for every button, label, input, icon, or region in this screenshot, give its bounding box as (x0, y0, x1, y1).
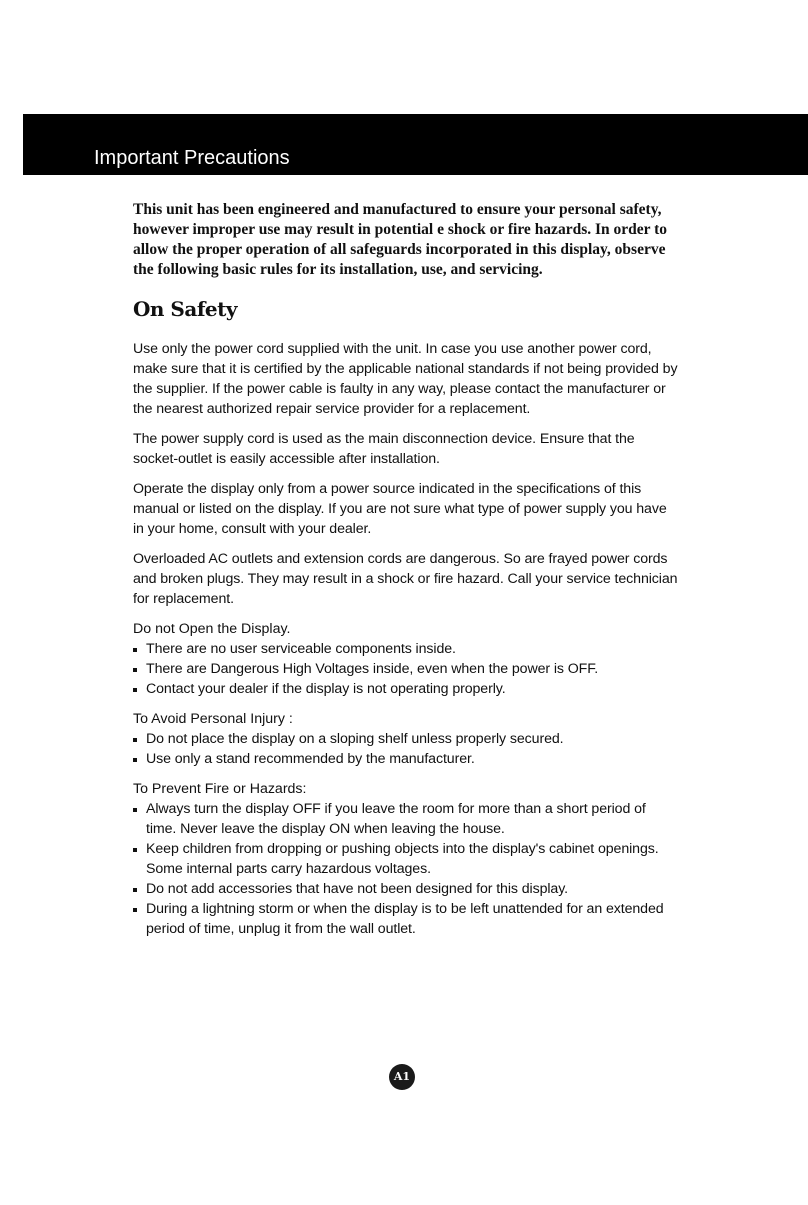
group-title: To Prevent Fire or Hazards: (133, 781, 307, 797)
list-item-text: During a lightning storm or when the display is to be left unattended for an extended period of time, unplug it from the wall outlet. (146, 901, 664, 937)
bullet-list (133, 639, 678, 699)
square-bullet-icon (133, 668, 137, 672)
safety-paragraph-power-source: Operate the display only from a power source indicated in the specifications of this manual or listed on the display. If you are not sure what type of power supply you have in your home, consult with your dealer. (133, 481, 667, 537)
list-item-text: There are no user serviceable components inside. (146, 641, 456, 657)
group-do-not-open (133, 619, 678, 699)
list-item-text: There are Dangerous High Voltages inside, even when the power is OFF. (146, 661, 599, 677)
square-bullet-icon (133, 888, 137, 892)
safety-paragraph-power-cord: Use only the power cord supplied with the unit. In case you use another power cord, make sure that it is certified by the applicable national standards if not being provided by the supplier. If the power cable is faulty in any way, please contact the manufacturer or the nearest authorized repair service provider for a replacement. (133, 341, 678, 417)
group-prevent-fire (133, 779, 678, 939)
list-item (133, 639, 678, 659)
list-item-text: Do not place the display on a sloping shelf unless properly secured. (146, 731, 564, 747)
square-bullet-icon (133, 908, 137, 912)
list-item-text: Keep children from dropping or pushing objects into the display's cabinet openings. Some internal parts carry hazardous voltages. (146, 841, 659, 877)
square-bullet-icon (133, 738, 137, 742)
bullet-list (133, 799, 678, 939)
list-item (133, 749, 678, 769)
safety-paragraph-disconnection: The power supply cord is used as the main disconnection device. Ensure that the socket-outlet is easily accessible after installation. (133, 431, 635, 467)
square-bullet-icon (133, 848, 137, 852)
header-bar (23, 114, 808, 175)
list-item-text: Use only a stand recommended by the manufacturer. (146, 751, 475, 767)
list-item (133, 899, 678, 939)
group-title: To Avoid Personal Injury : (133, 711, 293, 727)
square-bullet-icon (133, 648, 137, 652)
square-bullet-icon (133, 688, 137, 692)
list-item-text: Do not add accessories that have not been designed for this display. (146, 881, 568, 897)
bullet-list (133, 729, 678, 769)
group-title: Do not Open the Display. (133, 621, 291, 637)
group-avoid-injury (133, 709, 678, 769)
square-bullet-icon (133, 758, 137, 762)
safety-paragraph-overload: Overloaded AC outlets and extension cords are dangerous. So are frayed power cords and broken plugs. They may result in a shock or fire hazard. Call your service technician for replacement. (133, 551, 678, 607)
square-bullet-icon (133, 808, 137, 812)
page-title: Important Precautions (94, 147, 290, 169)
list-item-text: Contact your dealer if the display is not operating properly. (146, 681, 506, 697)
list-item (133, 679, 678, 699)
list-item-text: Always turn the display OFF if you leave the room for more than a short period of time. Never leave the display ON when leaving the house. (146, 801, 646, 837)
list-item (133, 879, 678, 899)
section-heading: On Safety (133, 297, 238, 321)
list-item (133, 839, 678, 879)
list-item (133, 659, 678, 679)
page-number-badge: A1 (389, 1064, 415, 1090)
list-item (133, 729, 678, 749)
intro-paragraph: This unit has been engineered and manufactured to ensure your personal safety, however improper use may result in potential e shock or fire hazards. In order to allow the proper operation of all safeguards incorporated in this display, observe the following basic rules for its installation, use, and servicing. (133, 201, 668, 278)
main-content (133, 200, 678, 949)
list-item (133, 799, 678, 839)
